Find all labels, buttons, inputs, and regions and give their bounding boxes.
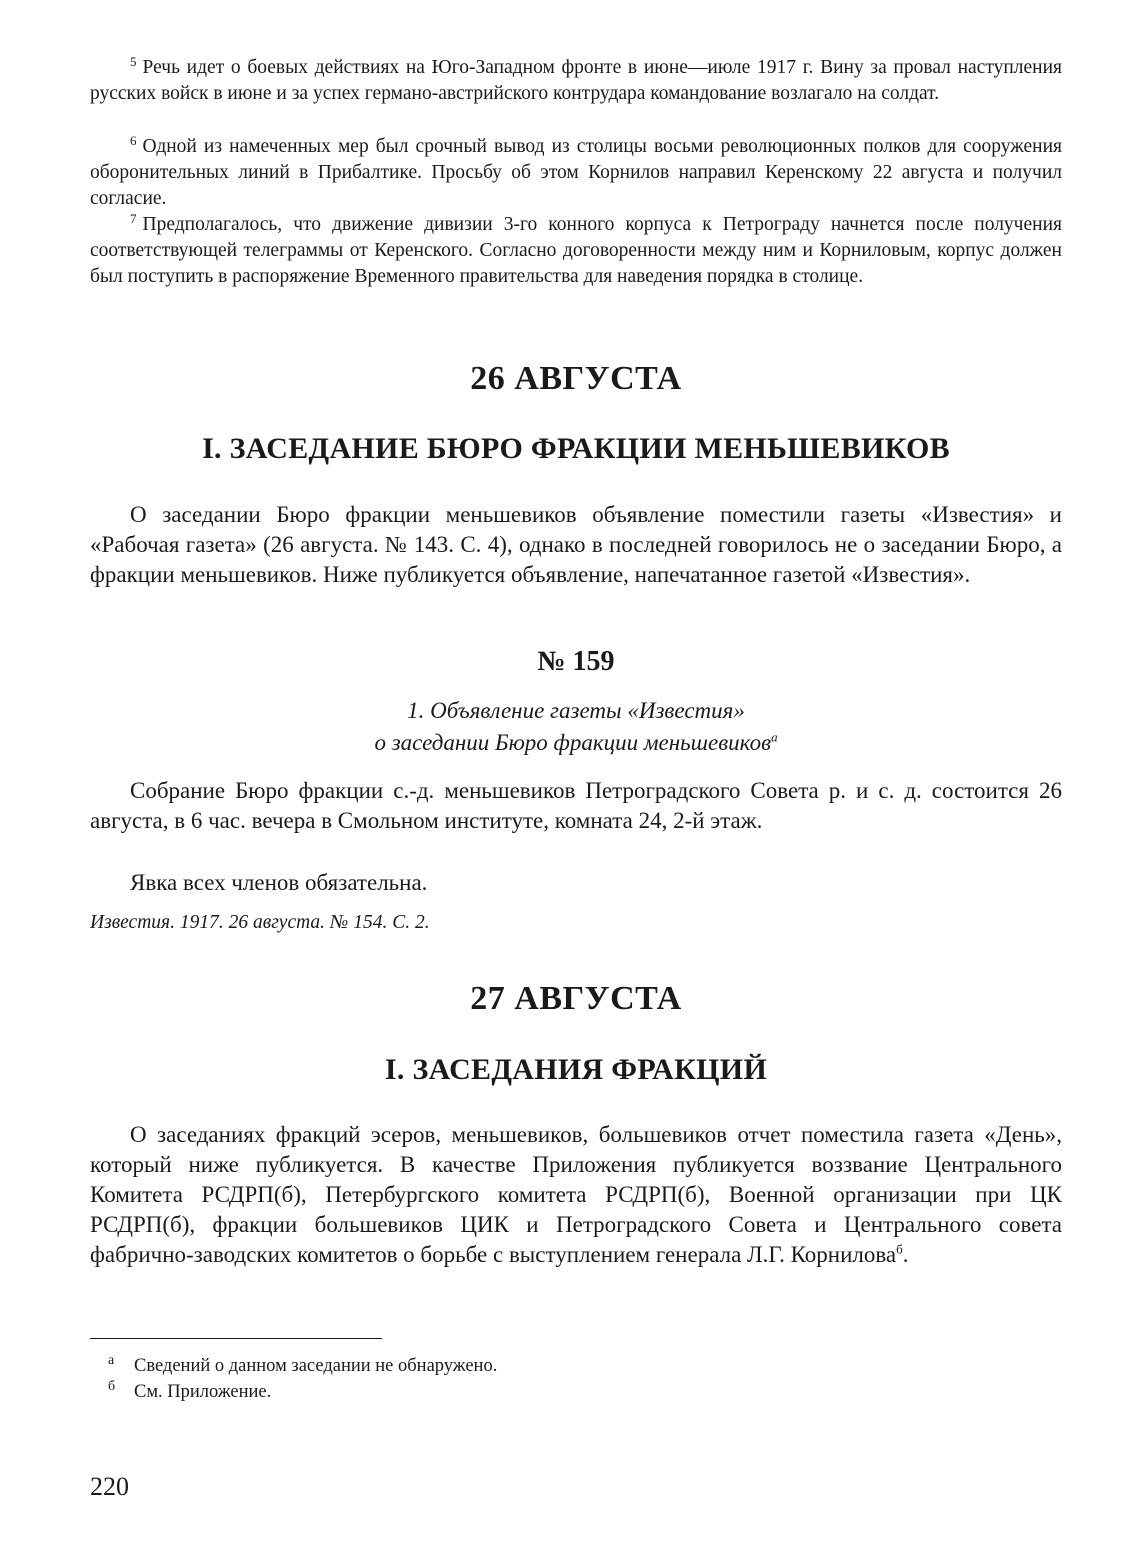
section-heading-factions-meetings: I. ЗАСЕДАНИЯ ФРАКЦИЙ [384,1053,768,1086]
footnote-a: а Сведений о данном заседании не обнаружено. [108,1352,498,1376]
footnote-6 [90,134,1062,212]
document-title-line-1: 1. Объявление газеты «Известия» [407,698,745,723]
footnote-ref-b: б [896,1241,903,1257]
footnote-5 [90,55,1062,107]
document-body-attendance: Явка всех членов обязательна. [130,870,428,895]
footnote-text: Сведений о данном заседании не обнаружено. [134,1356,498,1376]
document-title-text: о заседании Бюро фракции меньшевиков [374,730,772,755]
date-heading-26-august: 26 АВГУСТА [470,360,682,397]
document-body-paragraph: Собрание Бюро фракции с.-д. меньшевиков Петроградского Совета р. и с. д. состоится 26 августа, в 6 час. вечера в Смольном институте, комната 24, 2-й этаж. [90,778,1062,833]
document-source-citation: Известия. 1917. 26 августа. № 154. С. 2. [90,912,430,933]
document-title-line-2 [90,728,1062,758]
footnote-b: б См. Приложение. [108,1378,272,1402]
intro-paragraph-2: О заседаниях фракций эсеров, меньшевиков, большевиков отчет поместила газета «День», который ниже публикуется. В качестве Приложения публикуется воззвание Центрального Комитета РСДРП(б), Петербургского комитета РСДРП(б), Военной организации при ЦК РСДРП(б), фракции большевиков ЦИК и Петроградского Совета и Центрального совета фабрично-заводских комитетов о борьбе с выступлением генерала Л.Г. Корнилова$^б$. [90,1122,1062,1267]
footnote-divider [90,1338,382,1339]
footnote-number: 7 [130,210,137,226]
footnote-text: Речь идет о боевых действиях на Юго-Западном фронте в июне—июле 1917 г. Вину за провал наступления русских войск в июне и за успех германо-австрийского контрудара командование возлагало на солдат. [90,57,1062,104]
footnote-text: Предполагалось, что движение дивизии 3-го конного корпуса к Петрограду начнется после получения соответствующей телеграммы от Керенского. Согласно договоренности между ним и Корниловым, корпус должен был поступить в распоряжение Временного правительства для наведения порядка в столице. [90,214,1062,287]
intro-paragraph-2-text: О заседаниях фракций эсеров, меньшевиков, большевиков отчет поместила газета «День», который ниже публикуется. В качестве Приложения публикуется воззвание Центрального Комитета РСДРП(б), Петербургского комитета РСДРП(б), Военной организации при ЦК РСДРП(б), фракции большевиков ЦИК и Петроградского Совета и Центрального совета фабрично-заводских комитетов о борьбе с выступлением генерала Л.Г. Корнилова [90,1122,1062,1267]
footnote-number: 5 [130,53,137,69]
intro-paragraph-1: О заседании Бюро фракции меньшевиков объявление поместили газеты «Известия» и «Рабочая газета» (26 августа. № 143. С. 4), однако в последней говорилось не о заседании Бюро, а фракции меньшевиков. Ниже публикуется объявление, напечатанное газетой «Известия». [90,502,1062,587]
footnote-number: 6 [130,132,137,148]
document-number: № 159 [537,646,615,677]
page-number: 220 [90,1472,129,1501]
date-heading-27-august: 27 АВГУСТА [470,980,682,1017]
footnote-text: Одной из намеченных мер был срочный вывод из столицы восьми революционных полков для сооружения оборонительных линий в Прибалтике. Просьбу об этом Корнилов направил Керенскому 22 августа и получил согласие. [90,136,1062,209]
footnote-7 [90,212,1062,290]
section-heading-mensheviks-bureau: I. ЗАСЕДАНИЕ БЮРО ФРАКЦИИ МЕНЬШЕВИКОВ [202,432,950,465]
footnote-ref-a: а [771,729,778,745]
footnote-text: См. Приложение. [134,1382,272,1402]
